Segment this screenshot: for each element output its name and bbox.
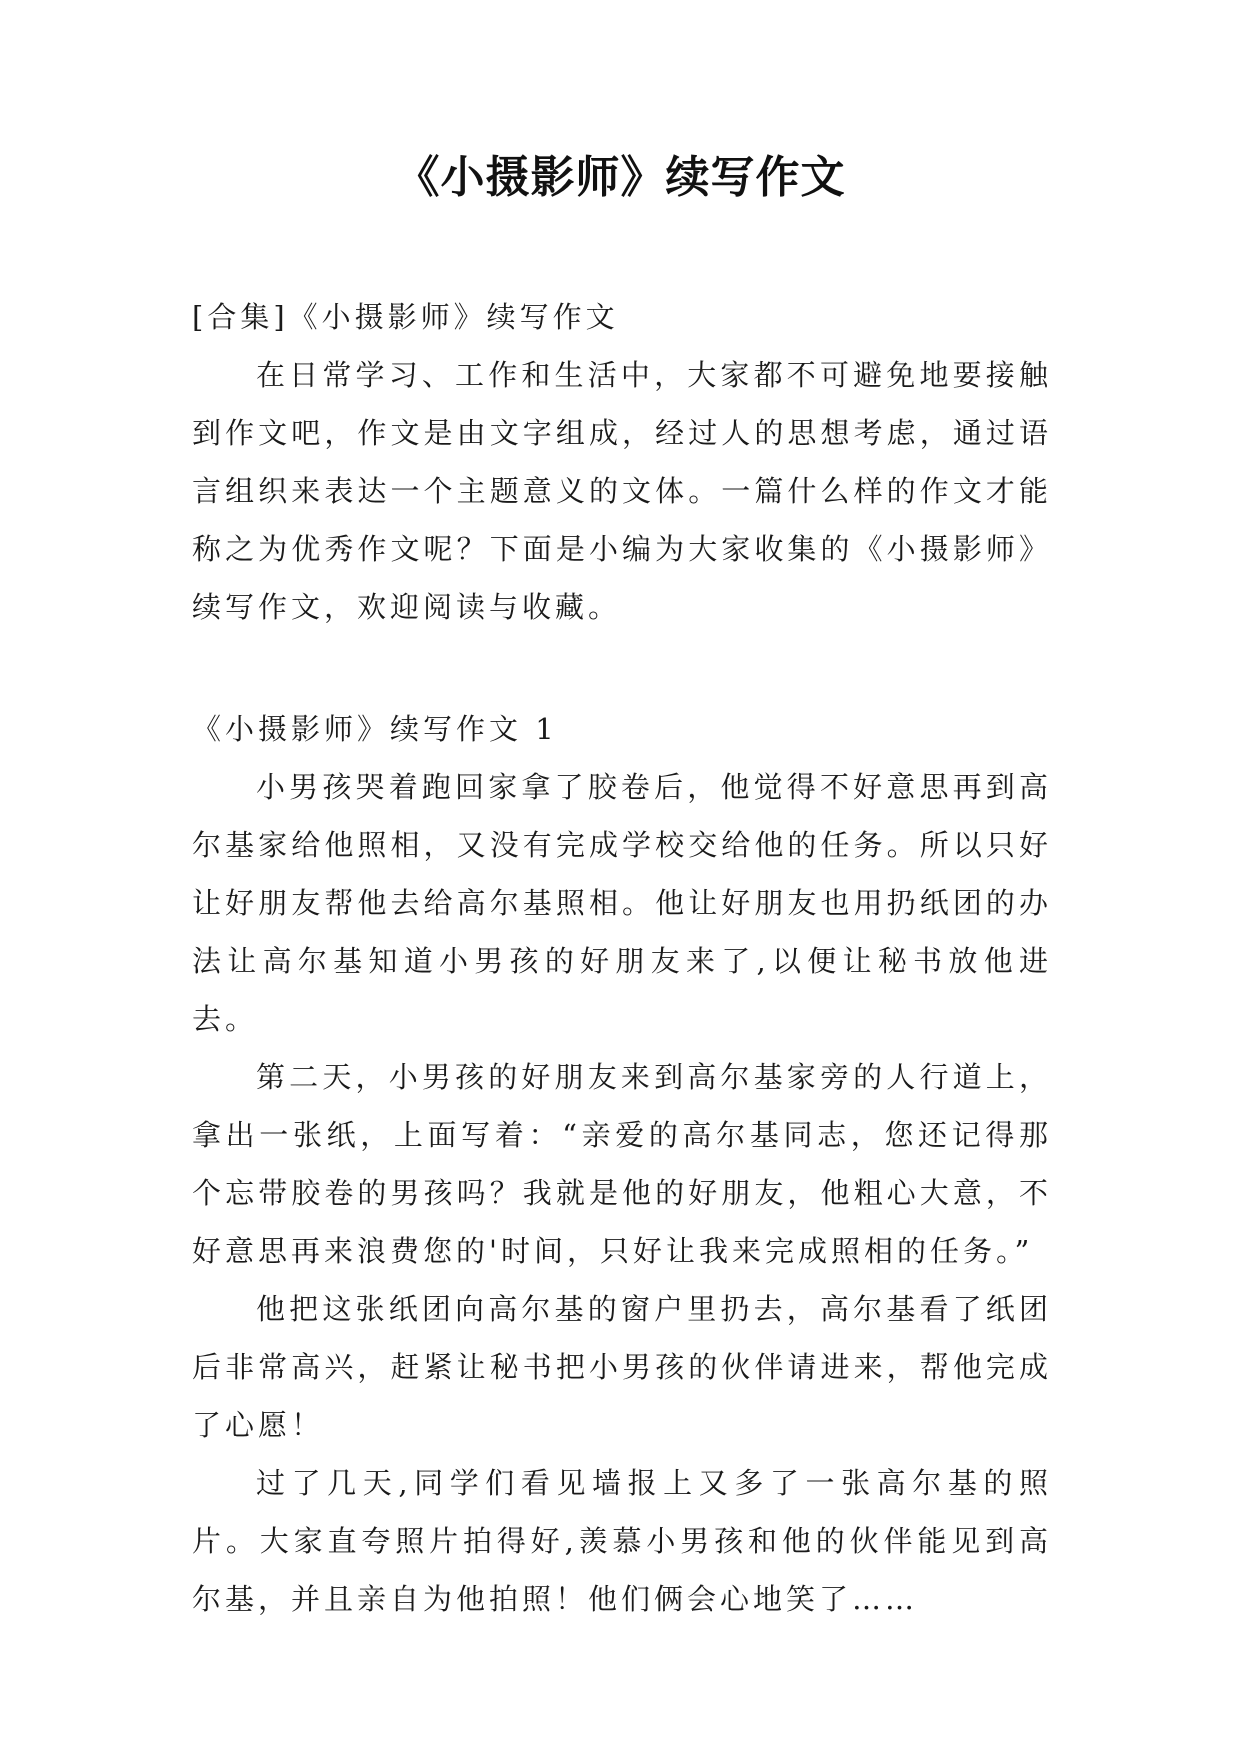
essay-heading: 《小摄影师》续写作文 1: [192, 712, 558, 746]
intro-paragraph: 在日常学习、工作和生活中，大家都不可避免地要接触到作文吧，作文是由文字组成，经过人的思想考虑，通过语言组织来表达一个主题意义的文体。一篇什么样的作文才能称之为优秀作文呢？下面是小编为大家收集的《小摄影师》续写作文，欢迎阅读与收藏。: [192, 358, 1052, 624]
essay-paragraph: 过了几天,同学们看见墙报上又多了一张高尔基的照片。大家直夸照片拍得好,羡慕小男孩和他的伙伴能见到高尔基，并且亲自为他拍照！他们俩会心地笑了……: [192, 1466, 1052, 1616]
essay-paragraph: 他把这张纸团向高尔基的窗户里扔去，高尔基看了纸团后非常高兴，赶紧让秘书把小男孩的伙伴请进来，帮他完成了心愿！: [192, 1292, 1052, 1442]
document-title: 《小摄影师》续写作文: [395, 152, 846, 203]
essay-paragraph: 小男孩哭着跑回家拿了胶卷后，他觉得不好意思再到高尔基家给他照相，又没有完成学校交给他的任务。所以只好让好朋友帮他去给高尔基照相。他让好朋友也用扔纸团的办法让高尔基知道小男孩的好朋友来了,以便让秘书放他进去。: [192, 770, 1052, 1036]
collection-label: [合集]《小摄影师》续写作文: [192, 300, 619, 334]
essay-paragraph: 第二天，小男孩的好朋友来到高尔基家旁的人行道上，拿出一张纸，上面写着：“亲爱的高尔基同志，您还记得那个忘带胶卷的男孩吗？我就是他的好朋友，他粗心大意，不好意思再来浪费您的'时间，只好让我来完成照相的任务。”: [192, 1060, 1052, 1268]
intro-section: [192, 288, 1052, 636]
essay-section-1: [192, 700, 1052, 1628]
